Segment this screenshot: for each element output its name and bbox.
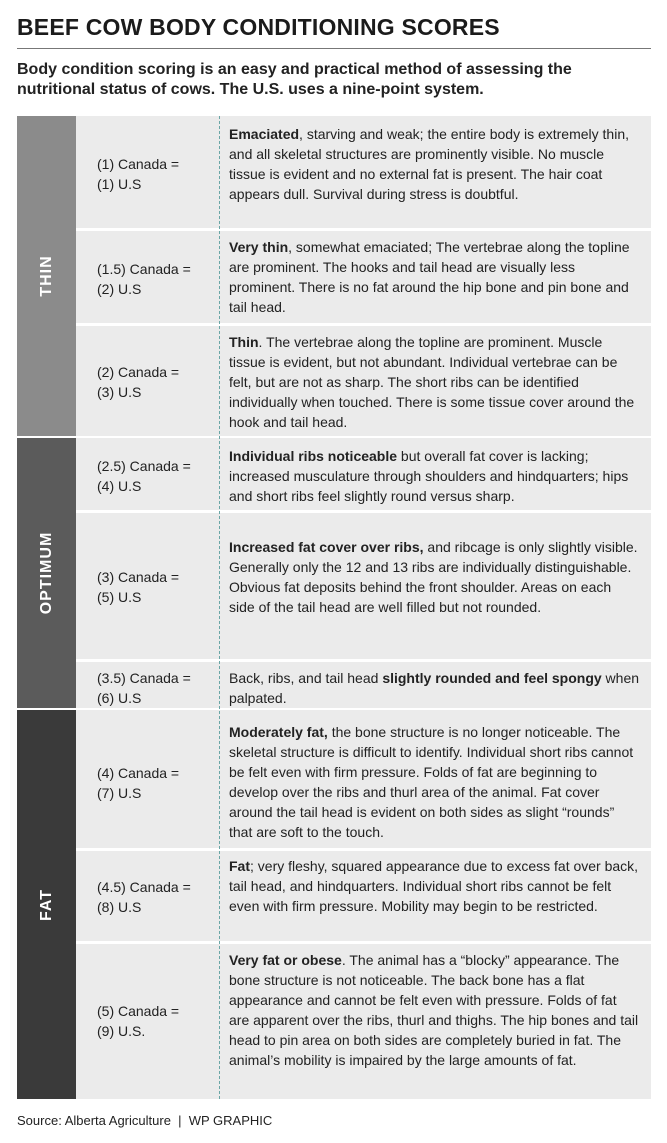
page-title: BEEF COW BODY CONDITIONING SCORES [17,14,500,40]
score-description: Emaciated, starving and weak; the entire body is extremely thin, and all skeletal structures are prominently visible. No muscle tissue is evident and no external fat is present. The hair coat appears dull. Survival during stress is doubtful. [229,126,629,202]
category-label-thin: THIN [37,255,55,297]
category-band-fat [17,710,76,1099]
category-band-optimum [17,438,76,708]
score-description: Back, ribs, and tail head slightly rounded and feel spongy when palpated. [229,670,640,706]
score-label: (4.5) Canada = (8) U.S [97,879,191,915]
score-description: Very thin, somewhat emaciated; The vertebrae along the topline are prominent. The hooks and tail head are visually less prominent. There is no fat around the hip bone and pin bone and tail head. [229,239,630,315]
score-label: (1) Canada = (1) U.S [97,156,180,192]
score-label: (5) Canada = (9) U.S. [97,1003,180,1039]
score-description: Moderately fat, the bone structure is no longer noticeable. The skeletal structure is difficult to identify. Individual short ribs cannot be felt even with firm pressure. Folds of fat are beginning to develop over the ribs and thurl area of the animal. Fat cover around the tail head is evident on both sides as slight “rounds” that are soft to the touch. [229,724,634,840]
score-label: (2) Canada = (3) U.S [97,364,180,400]
category-label-optimum: OPTIMUM [37,531,55,615]
score-label: (1.5) Canada = (2) U.S [97,261,191,297]
score-description: Individual ribs noticeable but overall fat cover is lacking; increased musculature through shoulders and hindquarters; hips and short ribs feel slightly round versus sharp. [229,448,629,504]
score-label: (4) Canada = (7) U.S [97,765,180,801]
category-label-fat: FAT [37,888,55,921]
score-label: (3.5) Canada = (6) U.S [97,670,191,706]
score-label: (2.5) Canada = (4) U.S [97,458,191,494]
score-description: Increased fat cover over ribs, and ribcage is only slightly visible. Generally only the 12 and 13 ribs are individually distinguishable. Obvious fat deposits behind the front shoulder. Areas on each side of the tail head are well filled but not rounded. [229,539,638,615]
score-description: Very fat or obese. The animal has a “blocky” appearance. The bone structure is not noticeable. The back bone has a flat appearance and cannot be felt even with pressure. Folds of fat are apparent over the ribs, thurl and thighs. The hip bones and tail head to pin area on both sides are completely buried in fat. The animal’s mobility is impaired by the large amounts of fat. [229,952,639,1068]
score-description: Thin. The vertebrae along the topline are prominent. Muscle tissue is evident, but not abundant. Individual vertebrae can be felt, but are not as sharp. The short ribs can be identified individually when touched. There is some tissue cover around the hook and tail head. [229,334,635,430]
page-subtitle: Body condition scoring is an easy and practical method of assessing the nutritional status of cows. The U.S. uses a nine-point system. [17,61,572,98]
score-description: Fat; very fleshy, squared appearance due to excess fat over back, tail head, and hindquarters. Individual short ribs cannot be felt even with firm pressure. Mobility may begin to be restricted. [229,858,639,914]
category-band-thin [17,116,76,436]
score-label: (3) Canada = (5) U.S [97,569,180,605]
title-divider [17,48,651,49]
source-credit: Source: Alberta Agriculture | WP GRAPHIC [17,1113,273,1128]
